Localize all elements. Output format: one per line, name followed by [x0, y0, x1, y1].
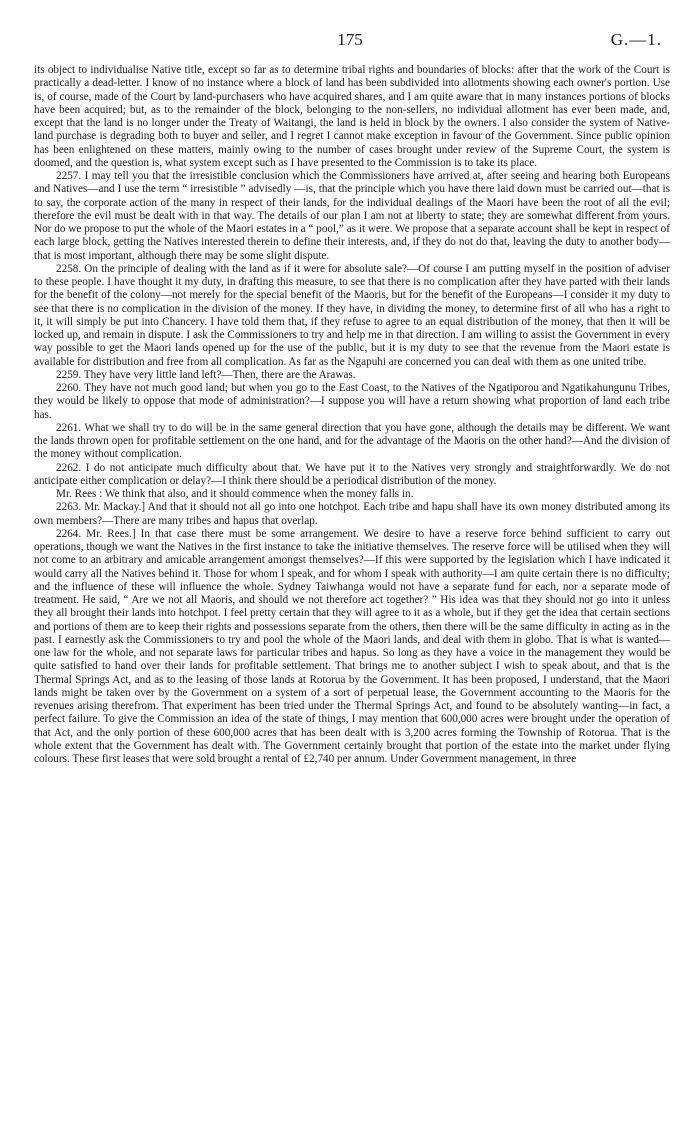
- paragraph: 2262. I do not anticipate much difficulty about that. We have put it to the Natives very strongly and straightforwardly. We do not anticipate either complication or delay?—I think there should be a periodical distribution of the money.: [34, 461, 670, 487]
- paragraph: 2259. They have very little land left?—Then, there are the Arawas.: [56, 368, 356, 381]
- paragraph: 2263. Mr. Mackay.] And that it should not all go into one hotchpot. Each tribe and hapu shall have its own money distributed among its own members?—There are many tribes and hapus that overlap.: [34, 501, 670, 527]
- paragraph: 2264. Mr. Rees.] In that case there must be some arrangement. We desire to have a reserve force behind sufficient to carry out operations, though we want the Natives in the first instance to take the initiative themselves. The reserve force will be utilised when they will not come to an arbitrary and amicable arrangement amongst themselves?—If this were supported by the legislation which I have indicated it would carry all the Natives behind it. Those for whom I speak, and for whom I speak with authority—I am quite certain there is no difficulty; and the influence of these will influence the whole. Sydney Taiwhanga would not have a separate fund for each, nor a separate mode of treatment. He said, “ Are we not all Maoris, and should we not therefore act together? ” His idea was that they should not go into it unless they all brought their lands into hotchpot. I feel pretty certain that they will agree to it as a whole, but if they get the idea that certain sections and portions of them are to keep their rights and possessions separate from the others, then there will be the same difficulty in acting as in the past. I earnestly ask the Commissioners to try and pool the whole of the Maori lands, and deal with them in globo. That is what is wanted—one law for the whole, and not separate laws for particular tribes and hapus. So long as they have a voice in the management they would be quite satisfied to hand over their lands for profitable settlement. That brings me to another subject I wish to speak about, and that is the Thermal Springs Act, and as to the leasing of those lands at Rotorua by the Government. It has been proposed, I understand, that the Maori lands might be taken over by the Government on a system of a sort of perpetual lease, the Government accounting to the Maoris for the revenues arising therefrom. That experiment has been tried under the Thermal Springs Act, and found to be absolutely wanting—in fact, a perfect failure. To give the Commission an idea of the state of things, I may mention that 600,000 acres were brought under the operation of that Act, and the only portion of these 600,000 acres that has been dealt with is 3,200 acres forming the Township of Rotorua. That is the whole extent that the Government has dealt with. The Government certainly brought that portion of the estate into the market under flying colours. These first leases that were sold brought a rental of £2,740 per annum. Under Government management, in three: [34, 527, 670, 765]
- body-text: [34, 64, 670, 766]
- page-number: 175: [337, 30, 363, 49]
- paragraph: 2261. What we shall try to do will be in the same general direction that you have gone, although the details may be different. We want the lands thrown open for profitable settlement on the one hand, and for the advantage of the Maoris on the other hand?—And the division of the money without complication.: [34, 421, 670, 461]
- paragraph: 2260. They have not much good land; but when you go to the East Coast, to the Natives of the Ngatiporou and Ngatikahungunu Tribes, they would be likely to oppose that mode of administration?—I suppose you will have a return showing what proportion of land each tribe has.: [34, 382, 670, 421]
- document-reference: G.—1.: [610, 30, 662, 49]
- paragraph: Mr. Rees : We think that also, and it should commence when the money falls in.: [56, 488, 414, 500]
- paragraph: 2258. On the principle of dealing with the land as if it were for absolute sale?—Of course I am putting myself in the position of adviser to these people. I have thought it my duty, in drafting this measure, to see that there is no complication after they have parted with their lands for the benefit of the colony—not merely for the special benefit of the Maoris, but for the benefit of the Europeans—I consider it my duty to see that there is no complication in the division of the money. If they have, in dividing the money, to determine first of all who has a right to it, it will simply be put into Chancery. I have told them that, if they refuse to agree to an equal distribution of the money, that then it will be locked up, and remain in dispute. I ask the Commissioners to try and help me in that direction. I am willing to assist the Government in every way possible to get the Maori lands opened up for the use of the public, but it is my duty to see that the revenue from the Maori estate is available for distribution and free from all complication. As far as the Ngapuhi are concerned you can deal with them as one united tribe.: [34, 262, 670, 368]
- paragraph: 2257. I may tell you that the irresistible conclusion which the Commissioners have arrived at, after seeing and hearing both Europeans and Natives—and I use the term “ irresistible ” advisedly —is, that the principle which you have there laid down must be carried out—that is to say, the corporate action of the many in respect of their lands, for the individual dealings of the Maori have been the root of all the evil; therefore the evil must be dealt with in that way. The details of our plan I am not at liberty to state; they are somewhat different from yours. Nor do we propose to put the whole of the Maori estates in a “ pool,” as it were. We propose that a separate account shall be kept in respect of each large block, getting the Natives interested therein to define their interests, and, if they do not do that, leaving the duty to another body—that is most important, although there may be some slight dispute.: [34, 170, 670, 262]
- paragraph: its object to individualise Native title, except so far as to determine tribal rights and boundaries of blocks: after that the work of the Court is practically a dead-letter. I know of no instance where a block of land has been subdivided into allotments showing each owner's portion. Use is, of course, made of the Court by land-purchasers who have acquired shares, and I am quite aware that in many instances portions of blocks have been acquired; but, as to the remainder of the block, belonging to the non-sellers, no individual allotment has ever been made, and, except that the land is no longer under the Treaty of Waitangi, the land is held in block by the owners. I also consider the system of Native-land purchase is degrading both to buyer and seller, and I regret I cannot make exception in favour of the Government. Since public opinion has been enlightened on these matters, mainly owing to the number of cases brought under review of the Supreme Court, the system is doomed, and the question is, what system except such as I have presented to the Commission is to take its place.: [34, 64, 670, 169]
- page-header: [0, 14, 700, 54]
